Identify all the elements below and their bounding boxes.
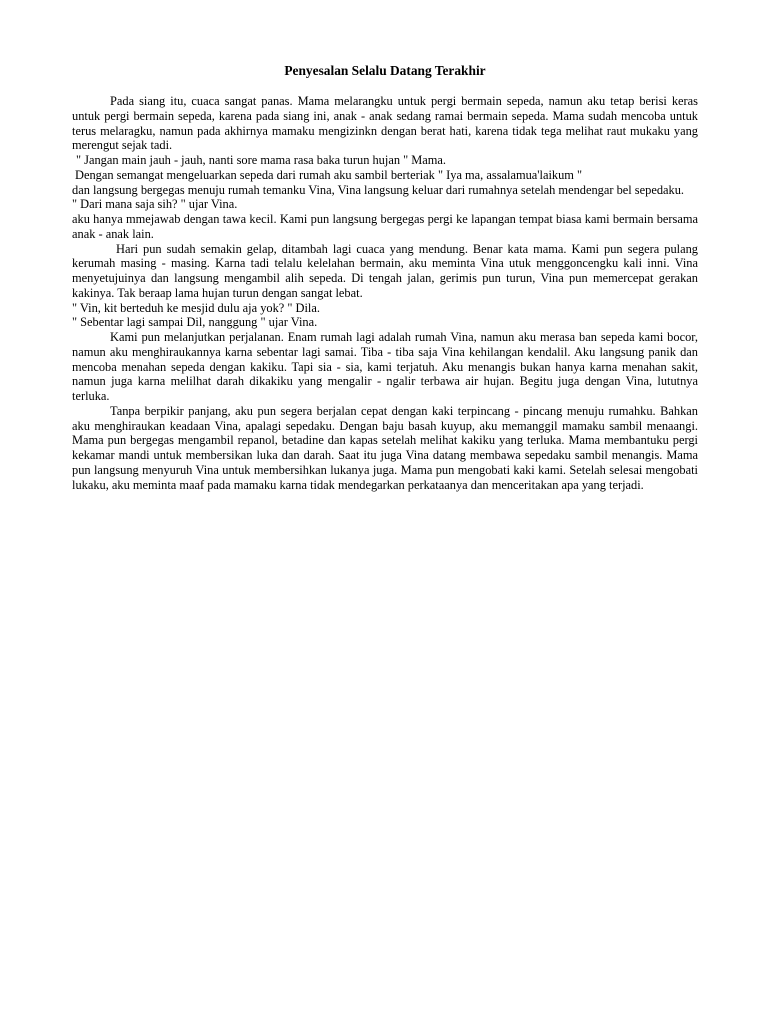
paragraph-11: Tanpa berpikir panjang, aku pun segera berjalan cepat dengan kaki terpincang - pincang menuju rumahku. Bahkan aku menghiraukan keadaan Vina, apalagi sepedaku. Dengan baju basah kuyup, aku memanggil mamaku sambil menaangi. Mama pun bergegas mengambil repanol, betadine dan kapas setelah melihat kakiku yang terluka. Mama membantuku pergi kekamar mandi untuk membersikan luka dan darah. Saat itu juga Vina datang membawa sepedaku sambil menangis. Mama pun langsung menyuruh Vina untuk membersihkan lukanya juga. Mama pun mengobati kaki kami. Setelah selesai mengobati lukaku, aku meminta maaf pada mamaku karna tidak mendegarkan perkataanya dan menceritakan apa yang terjadi. <box>72 403 698 492</box>
paragraph-10: Kami pun melanjutkan perjalanan. Enam rumah lagi adalah rumah Vina, namun aku merasa ban sepeda kami bocor, namun aku menghiraukannya karna sebentar lagi samai. Tiba - tiba saja Vina kehilangan kendalil. Aku langsung panik dan mencoba menahan sepeda dengan kakiku. Tapi sia - sia, kami terjatuh. Aku menangis bukan hanya karna menahan sakit, namun juga karna melilhat darah dikakiku yang mengalir - ngalir terbawa air hujan. Begitu juga dengan Vina, lututnya terluka. <box>72 330 698 403</box>
paragraph-9: " Sebentar lagi sampai Dil, nanggung " ujar Vina. <box>72 315 318 330</box>
paragraph-8: " Vin, kit berteduh ke mesjid dulu aja yok? " Dila. <box>72 300 320 315</box>
paragraph-3: Dengan semangat mengeluarkan sepeda dari rumah aku sambil berteriak " Iya ma, assalamua'laikum " <box>75 167 583 182</box>
document-title: Penyesalan Selalu Datang Terakhir <box>284 63 486 78</box>
paragraph-4: dan langsung bergegas menuju rumah temanku Vina, Vina langsung keluar dari rumahnya setelah mendengar bel sepedaku. <box>72 182 685 197</box>
paragraph-2: " Jangan main jauh - jauh, nanti sore mama rasa baka turun hujan " Mama. <box>76 153 447 167</box>
paragraph-7: Hari pun sudah semakin gelap, ditambah lagi cuaca yang mendung. Benar kata mama. Kami pun segera pulang kerumah masing - masing. Karna tadi telalu kelelahan bermain, aku meminta Vina utuk menggoncengku kali inni. Vina menyetujuinya dan langsung mengambil alih sepeda. Di tengah jalan, gerimis pun turun, Vina pun memercepat gerakan kakinya. Tak beraap lama hujan turun dengan sangat lebat. <box>72 241 698 300</box>
paragraph-1: Pada siang itu, cuaca sangat panas. Mama melarangku untuk pergi bermain sepeda, namun aku tetap berisi keras untuk pergi bermain sepeda, karena pada siang ini, anak - anak sedang ramai bermain sepeda. Mama sudah mencoba untuk terus melaragku, namun pada akhirnya mamaku mengizinkn dengan berat hati, karena tidak tega melihat raut mukaku yang merengut sejak tadi. <box>72 94 698 153</box>
document-body <box>72 94 698 492</box>
paragraph-5: " Dari mana saja sih? " ujar Vina. <box>72 197 238 212</box>
paragraph-6: aku hanya mmejawab dengan tawa kecil. Kami pun langsung bergegas pergi ke lapangan tempat biasa kami bermain bersama anak - anak lain. <box>72 212 698 241</box>
